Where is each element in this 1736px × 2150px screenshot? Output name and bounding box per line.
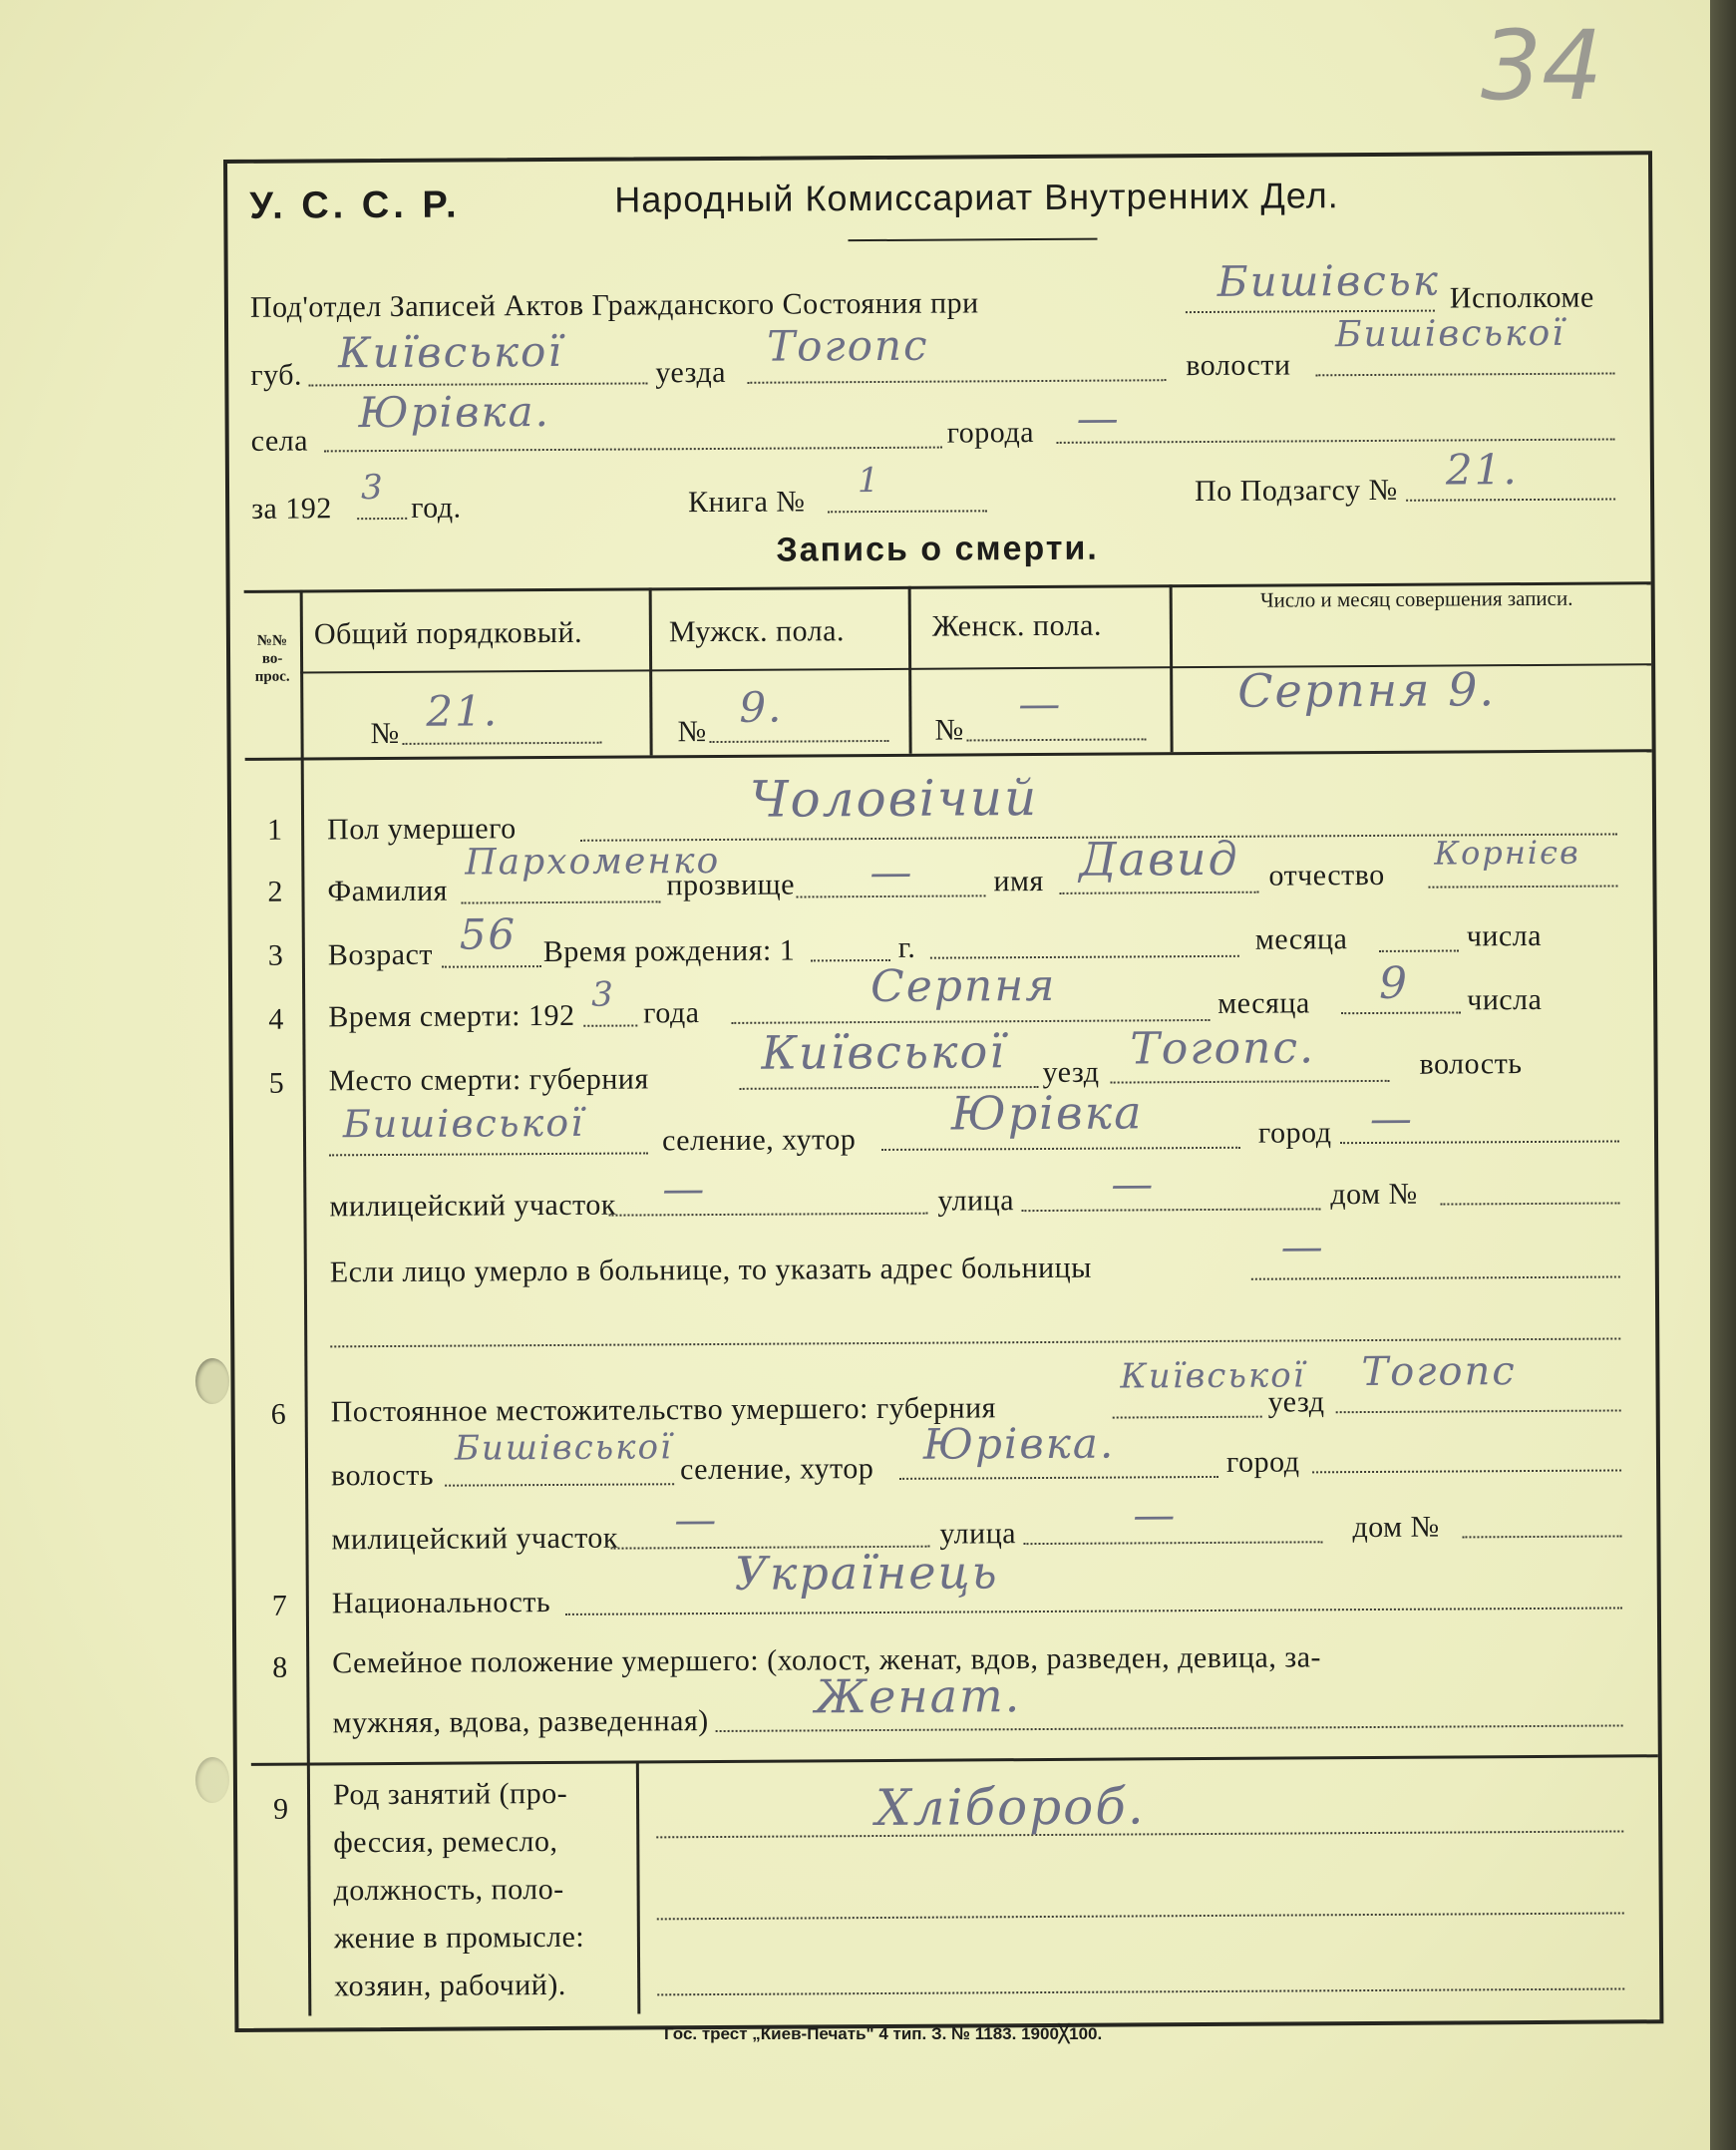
male-no-prefix: № bbox=[677, 715, 707, 749]
q2-name-line bbox=[1060, 892, 1259, 895]
male-no-line bbox=[710, 740, 889, 743]
q6-volost-label: волость bbox=[330, 1458, 435, 1493]
q6-street-value: — bbox=[1133, 1490, 1178, 1540]
record-date-header: Число и месяц совершения записи. bbox=[1259, 585, 1573, 612]
uezd-label: уезда bbox=[655, 355, 727, 390]
general-number-header: Общий порядковый. bbox=[313, 615, 583, 651]
q6-village-value: Юрівка. bbox=[922, 1418, 1116, 1469]
gub-label: губ. bbox=[250, 358, 303, 392]
q6-street-line bbox=[1023, 1541, 1322, 1545]
q5-uezd-label: уезд bbox=[1042, 1055, 1100, 1089]
q8-label-line2: мужняя, вдова, разведенная) bbox=[332, 1704, 709, 1740]
q9-line-2 bbox=[657, 1912, 1624, 1920]
q7-label: Национальность bbox=[331, 1586, 551, 1620]
q2-patronymic-label: отчество bbox=[1268, 858, 1385, 893]
volost-label: волости bbox=[1186, 348, 1291, 383]
q9-label-line2: фессия, ремесло, bbox=[333, 1824, 558, 1860]
q5-street-label: улица bbox=[937, 1184, 1015, 1218]
q4-day-label: числа bbox=[1467, 982, 1543, 1017]
q4-day-line bbox=[1341, 1011, 1461, 1014]
q5-label: Место смерти: губерния bbox=[328, 1062, 649, 1098]
subdept-value: Бишівськ bbox=[1216, 255, 1440, 306]
subdept-line bbox=[1186, 310, 1435, 314]
book-value: 1 bbox=[857, 460, 881, 502]
podzags-label: По Подзагсу № bbox=[1194, 473, 1398, 509]
q1-label: Пол умершего bbox=[327, 812, 517, 847]
q4-number: 4 bbox=[268, 1002, 284, 1036]
q5-street-line bbox=[1021, 1208, 1320, 1212]
q6-house-line bbox=[1462, 1535, 1621, 1538]
header-bottom-rule bbox=[245, 749, 1652, 761]
q9-divider bbox=[636, 1760, 641, 2013]
selo-label: села bbox=[250, 424, 309, 458]
q6-city-label: город bbox=[1225, 1445, 1300, 1479]
q4-year-value: 3 bbox=[591, 974, 615, 1015]
uezd-value: Тогопс bbox=[767, 320, 929, 371]
printer-imprint: Гос. трест „Киев-Печать" 4 тип. З. № 1183. 1900╳100. bbox=[664, 2024, 1103, 2043]
q4-label: Время смерти: 192 bbox=[328, 998, 575, 1034]
q5-house-line bbox=[1440, 1202, 1619, 1205]
q7-value: Українець bbox=[734, 1545, 999, 1601]
q3-birth-label: Время рождения: 1 bbox=[542, 933, 796, 969]
year-label: за 192 bbox=[251, 492, 332, 526]
q2-patronymic-line bbox=[1428, 885, 1617, 888]
commissariat-title: Народный Комиссариат Внутренних Дел. bbox=[614, 175, 1339, 220]
year-value: 3 bbox=[360, 468, 385, 509]
q3-day-line bbox=[1379, 949, 1459, 951]
q6-militia-label: милицейский участок bbox=[331, 1521, 619, 1557]
q5-hospital-line-2 bbox=[330, 1337, 1620, 1347]
q5-volost-label: волость bbox=[1419, 1047, 1523, 1081]
record-title: Запись о смерти. bbox=[776, 529, 1099, 569]
q6-house-label: дом № bbox=[1352, 1510, 1440, 1545]
q9-value: Хлібороб. bbox=[874, 1777, 1146, 1838]
selo-line bbox=[324, 447, 942, 453]
female-no-prefix: № bbox=[934, 713, 964, 747]
book-label: Книга № bbox=[688, 485, 806, 520]
q5-hospital-line bbox=[1251, 1275, 1620, 1279]
q5-militia-value: — bbox=[662, 1164, 707, 1214]
book-line bbox=[828, 510, 987, 513]
q3-age-value: 56 bbox=[459, 909, 518, 959]
q9-top-rule bbox=[251, 1754, 1658, 1766]
q8-value: Женат. bbox=[815, 1668, 1022, 1724]
form-frame bbox=[223, 151, 1663, 2032]
q3-month-label: месяца bbox=[1254, 922, 1348, 956]
q6-uezd-label: уезд bbox=[1267, 1385, 1325, 1419]
q8-line bbox=[716, 1724, 1623, 1732]
q8-label-line1: Семейное положение умершего: (холост, женат, вдов, разведен, девица, за- bbox=[332, 1640, 1322, 1680]
q6-volost-line bbox=[445, 1483, 674, 1486]
q9-label-line5: хозяин, рабочий). bbox=[334, 1968, 566, 2003]
q5-hospital-value: — bbox=[1280, 1222, 1325, 1271]
q5-street-value: — bbox=[1111, 1159, 1156, 1209]
question-number-header: №№ во-прос. bbox=[254, 632, 290, 685]
q3-age-label: Возраст bbox=[327, 937, 434, 972]
q4-year-label: года bbox=[643, 996, 700, 1030]
q4-year-line bbox=[583, 1024, 637, 1026]
q5-city-label: город bbox=[1257, 1116, 1332, 1150]
q6-uezd-line bbox=[1336, 1409, 1621, 1413]
podzags-line bbox=[1406, 498, 1615, 501]
punch-hole bbox=[195, 1757, 229, 1803]
record-date-value: Серпня 9. bbox=[1237, 662, 1497, 718]
q6-militia-value: — bbox=[674, 1494, 719, 1545]
q9-number: 9 bbox=[273, 1792, 289, 1826]
q7-line bbox=[565, 1607, 1622, 1614]
q6-city-line bbox=[1312, 1469, 1621, 1473]
q1-value: Чоловічий bbox=[749, 769, 1039, 829]
question-column-rule bbox=[300, 590, 312, 2016]
gorod-line bbox=[1057, 438, 1615, 443]
q2-number: 2 bbox=[267, 875, 283, 908]
selo-value: Юрівка. bbox=[358, 387, 551, 438]
q5-hospital-label: Если лицо умерло в больнице, то указать адрес больницы bbox=[329, 1251, 1092, 1289]
year-line bbox=[357, 518, 407, 520]
q3-day-label: числа bbox=[1466, 918, 1543, 953]
q6-street-label: улица bbox=[939, 1517, 1017, 1551]
q3-number: 3 bbox=[267, 938, 283, 972]
q5-militia-line bbox=[608, 1213, 927, 1217]
general-no-line bbox=[403, 742, 602, 745]
q6-gub-line bbox=[1113, 1416, 1262, 1419]
q9-line-3 bbox=[657, 1987, 1624, 1995]
archive-sheet-number: 34 bbox=[1481, 10, 1603, 122]
gorod-value: — bbox=[1076, 393, 1121, 443]
male-number-value: 9. bbox=[739, 682, 784, 732]
q4-month-label: месяца bbox=[1217, 986, 1310, 1020]
volost-value: Бишівської bbox=[1334, 312, 1565, 356]
q6-village-label: селение, хутор bbox=[679, 1452, 874, 1487]
q6-label: Постоянное местожительство умершего: губерния bbox=[330, 1391, 997, 1429]
subdept-label: Под'отдел Записей Актов Гражданского Состояния при bbox=[249, 286, 979, 324]
q5-village-label: селение, хутор bbox=[661, 1123, 857, 1158]
general-no-prefix: № bbox=[370, 716, 400, 751]
male-header: Мужск. пола. bbox=[668, 614, 846, 649]
q2-name-label: имя bbox=[993, 864, 1044, 898]
q5-volost-line bbox=[329, 1152, 648, 1156]
general-number-value: 21. bbox=[426, 686, 500, 736]
q2-nickname-label: прозвище bbox=[666, 868, 796, 902]
q5-house-label: дом № bbox=[1330, 1177, 1418, 1212]
q5-militia-label: милицейский участок bbox=[329, 1188, 617, 1224]
uezd-line bbox=[747, 379, 1166, 384]
q2-patronymic-value: Корнієв bbox=[1434, 833, 1580, 873]
female-number-value: — bbox=[1018, 678, 1063, 729]
q6-uezd-value: Тогопс bbox=[1361, 1348, 1517, 1396]
q9-label-line3: должность, поло- bbox=[333, 1872, 564, 1908]
scan-background-edge bbox=[1710, 0, 1736, 2150]
punch-hole bbox=[195, 1358, 229, 1404]
gub-value: Київської bbox=[338, 326, 563, 378]
q5-village-line bbox=[881, 1147, 1240, 1151]
q4-month-value: Серпня bbox=[869, 959, 1057, 1013]
ussr-label: У. С. С. Р. bbox=[249, 183, 461, 227]
q6-volost-value: Бишівської bbox=[454, 1427, 673, 1469]
q1-number: 1 bbox=[267, 813, 283, 847]
q5-uezd-line bbox=[1111, 1080, 1390, 1084]
q2-surname-value: Пархоменко bbox=[465, 840, 721, 884]
q3-age-line bbox=[442, 965, 541, 968]
q3-month-line bbox=[930, 955, 1239, 959]
q8-number: 8 bbox=[272, 1650, 288, 1684]
q9-label-line4: жение в промысле: bbox=[333, 1920, 585, 1956]
q2-surname-label: Фамилия bbox=[327, 874, 448, 908]
q2-surname-line bbox=[462, 900, 661, 903]
q7-number: 7 bbox=[271, 1589, 287, 1622]
gorod-label: города bbox=[946, 416, 1035, 450]
female-header: Женск. пола. bbox=[931, 608, 1103, 643]
q5-gub-value: Київської bbox=[761, 1024, 1007, 1080]
year-suffix: год. bbox=[411, 491, 462, 525]
ispolkom-label: Исполкоме bbox=[1449, 280, 1594, 315]
female-no-line bbox=[967, 738, 1147, 741]
q5-volost-value: Бишівської bbox=[342, 1100, 585, 1147]
q6-gub-value: Київської bbox=[1120, 1355, 1306, 1397]
podzags-value: 21. bbox=[1445, 445, 1519, 495]
volost-line bbox=[1315, 372, 1614, 376]
q5-number: 5 bbox=[268, 1066, 284, 1100]
q5-city-value: — bbox=[1369, 1093, 1415, 1143]
q2-nickname-value: — bbox=[869, 847, 914, 897]
q5-uezd-value: Тогопс. bbox=[1130, 1022, 1316, 1075]
q2-name-value: Давид bbox=[1079, 831, 1239, 887]
title-underline bbox=[849, 238, 1098, 242]
q6-number: 6 bbox=[270, 1397, 286, 1431]
q6-village-line bbox=[899, 1476, 1218, 1480]
q9-label-line1: Род занятий (про- bbox=[332, 1776, 568, 1812]
q4-day-value: 9 bbox=[1378, 957, 1410, 1009]
gub-line bbox=[308, 382, 647, 386]
q3-year-label: г. bbox=[897, 930, 916, 964]
q5-village-value: Юрівка bbox=[950, 1085, 1144, 1141]
